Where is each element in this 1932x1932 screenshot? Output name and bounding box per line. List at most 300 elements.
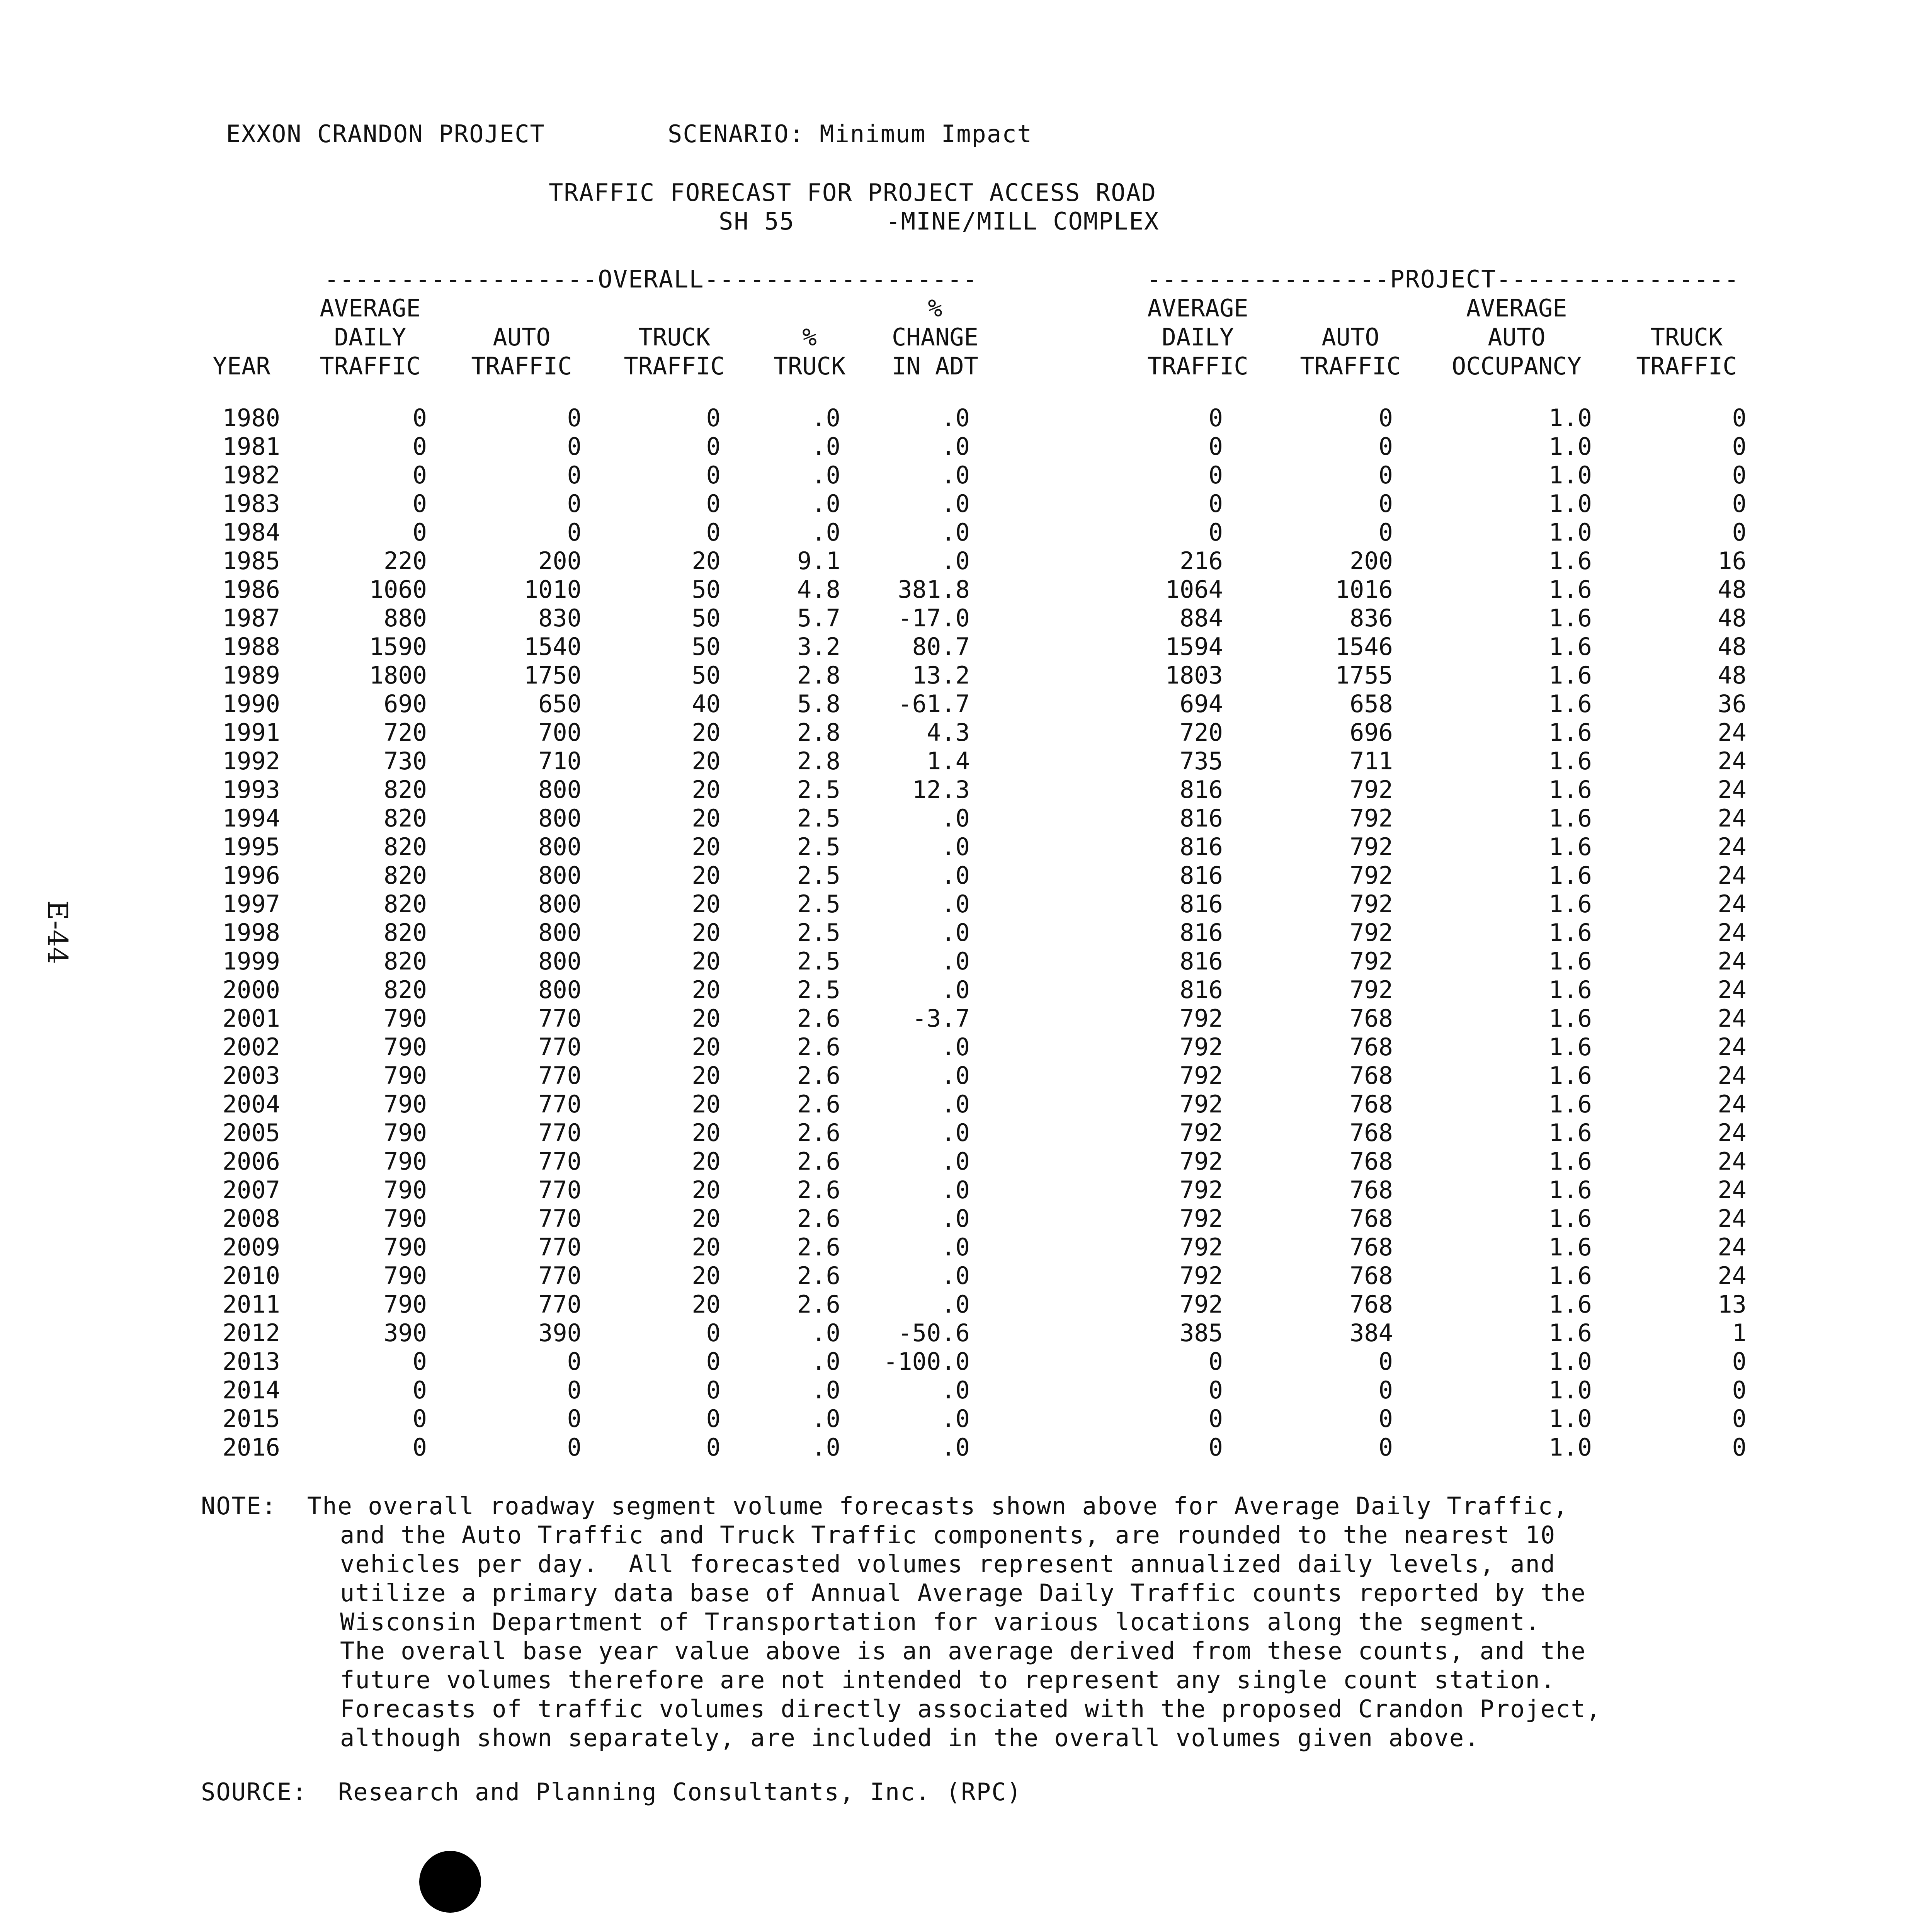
table-cell: 770: [538, 1004, 582, 1032]
table-cell: 0: [412, 1376, 427, 1404]
table-cell: .0: [811, 518, 840, 546]
table-cell: 0: [1378, 432, 1393, 461]
table-cell: 2.6: [797, 1033, 840, 1061]
table-cell: 820: [384, 833, 427, 861]
table-cell: 0: [412, 461, 427, 489]
table-cell: -3.7: [912, 1004, 970, 1032]
table-cell: 730: [384, 747, 427, 775]
table-cell: 390: [538, 1319, 582, 1347]
table-cell: 13: [1718, 1290, 1747, 1318]
table-cell: 0: [412, 432, 427, 461]
table-cell: 0: [1378, 1376, 1393, 1404]
table-cell: 2.6: [797, 1262, 840, 1290]
table-cell: 1.6: [1549, 1033, 1592, 1061]
row-year: 2003: [222, 1061, 280, 1090]
table-cell: 20: [692, 1033, 721, 1061]
table-cell: 1.4: [927, 747, 970, 775]
table-cell: -50.6: [898, 1319, 970, 1347]
table-cell: 13.2: [912, 661, 970, 689]
table-cell: 0: [567, 404, 582, 432]
table-cell: .0: [941, 404, 970, 432]
table-cell: 1064: [1165, 575, 1223, 604]
table-cell: 48: [1718, 575, 1747, 604]
table-cell: 2.6: [797, 1204, 840, 1233]
table-cell: 1.6: [1549, 1319, 1592, 1347]
table-cell: 792: [1180, 1262, 1223, 1290]
table-cell: 884: [1180, 604, 1223, 632]
table-cell: 1.6: [1549, 747, 1592, 775]
table-cell: 650: [538, 690, 582, 718]
table-cell: 792: [1350, 804, 1393, 832]
row-year: 1991: [222, 718, 280, 747]
table-cell: 792: [1180, 1147, 1223, 1175]
table-cell: .0: [941, 1262, 970, 1290]
table-cell: 790: [384, 1262, 427, 1290]
table-cell: 24: [1718, 1119, 1747, 1147]
table-cell: 1.0: [1549, 1433, 1592, 1461]
table-cell: 790: [384, 1004, 427, 1032]
table-cell: 1.6: [1549, 1061, 1592, 1090]
table-cell: 792: [1350, 776, 1393, 804]
table-cell: 1.0: [1549, 1347, 1592, 1376]
table-cell: 9.1: [797, 547, 840, 575]
table-cell: 1800: [369, 661, 427, 689]
column-header-1: AVERAGE DAILY TRAFFIC: [320, 294, 421, 380]
table-cell: 2.6: [797, 1147, 840, 1175]
table-cell: 20: [692, 547, 721, 575]
table-cell: .0: [811, 1319, 840, 1347]
table-cell: 1.6: [1549, 604, 1592, 632]
table-cell: 0: [412, 404, 427, 432]
table-cell: 770: [538, 1090, 582, 1118]
table-cell: 0: [1378, 404, 1393, 432]
table-cell: 0: [1378, 490, 1393, 518]
table-cell: 820: [384, 976, 427, 1004]
row-year: 1983: [222, 490, 280, 518]
table-cell: 768: [1350, 1204, 1393, 1233]
table-cell: .0: [941, 1033, 970, 1061]
table-cell: .0: [941, 918, 970, 947]
table-cell: 0: [1208, 404, 1223, 432]
table-cell: 1.0: [1549, 1376, 1592, 1404]
table-cell: 790: [384, 1061, 427, 1090]
note-line: vehicles per day. All forecasted volumes represent annualized daily levels, and: [340, 1550, 1556, 1578]
table-cell: 820: [384, 890, 427, 918]
note-line: Wisconsin Department of Transportation for various locations along the segment.: [340, 1608, 1541, 1636]
table-cell: 48: [1718, 604, 1747, 632]
table-cell: 24: [1718, 976, 1747, 1004]
table-cell: 820: [384, 804, 427, 832]
source-label: SOURCE:: [201, 1778, 308, 1806]
table-cell: 2.8: [797, 747, 840, 775]
table-cell: 1.0: [1549, 432, 1592, 461]
table-cell: 1016: [1335, 575, 1393, 604]
table-cell: 792: [1180, 1119, 1223, 1147]
table-cell: 792: [1350, 976, 1393, 1004]
table-cell: .0: [941, 490, 970, 518]
table-cell: 1.6: [1549, 833, 1592, 861]
table-cell: .0: [941, 947, 970, 975]
table-cell: 200: [1350, 547, 1393, 575]
table-cell: 768: [1350, 1147, 1393, 1175]
page-label: E-44: [42, 900, 73, 964]
table-cell: 0: [1378, 1347, 1393, 1376]
table-cell: 0: [1378, 1433, 1393, 1461]
row-year: 2006: [222, 1147, 280, 1175]
table-cell: 710: [538, 747, 582, 775]
table-cell: .0: [941, 461, 970, 489]
table-cell: 0: [1378, 1405, 1393, 1433]
table-cell: 790: [384, 1033, 427, 1061]
table-cell: .0: [811, 404, 840, 432]
row-year: 2014: [222, 1376, 280, 1404]
row-year: 2005: [222, 1119, 280, 1147]
table-cell: 800: [538, 947, 582, 975]
table-cell: 720: [1180, 718, 1223, 747]
table-cell: 2.5: [797, 918, 840, 947]
table-cell: 0: [1378, 461, 1393, 489]
table-cell: 2.6: [797, 1290, 840, 1318]
table-cell: 790: [384, 1119, 427, 1147]
project-name: EXXON CRANDON PROJECT: [226, 120, 545, 148]
row-year: 1990: [222, 690, 280, 718]
table-cell: 0: [1732, 1347, 1747, 1376]
table-cell: 0: [412, 490, 427, 518]
table-cell: 1.6: [1549, 718, 1592, 747]
table-cell: 768: [1350, 1290, 1393, 1318]
table-cell: 200: [538, 547, 582, 575]
table-cell: 1.0: [1549, 461, 1592, 489]
table-cell: .0: [941, 1405, 970, 1433]
table-cell: 0: [1208, 461, 1223, 489]
table-cell: 1.6: [1549, 690, 1592, 718]
row-year: 2004: [222, 1090, 280, 1118]
table-cell: .0: [941, 1061, 970, 1090]
table-cell: 1755: [1335, 661, 1393, 689]
row-year: 2015: [222, 1405, 280, 1433]
table-cell: 5.8: [797, 690, 840, 718]
table-cell: 800: [538, 833, 582, 861]
table-cell: 1540: [524, 633, 582, 661]
table-cell: 0: [567, 1376, 582, 1404]
table-cell: 5.7: [797, 604, 840, 632]
table-cell: 792: [1180, 1004, 1223, 1032]
row-year: 1999: [222, 947, 280, 975]
note-line: The overall base year value above is an average derived from these counts, and the: [340, 1637, 1586, 1665]
table-cell: 820: [384, 918, 427, 947]
table-cell: 24: [1718, 1033, 1747, 1061]
row-year: 1984: [222, 518, 280, 546]
table-cell: .0: [941, 861, 970, 889]
table-cell: 0: [706, 404, 721, 432]
row-year: 2010: [222, 1262, 280, 1290]
row-year: 1997: [222, 890, 280, 918]
table-cell: 0: [1732, 518, 1747, 546]
table-cell: 658: [1350, 690, 1393, 718]
table-cell: 792: [1180, 1233, 1223, 1261]
table-cell: 0: [567, 518, 582, 546]
table-cell: 0: [1732, 1376, 1747, 1404]
table-cell: 792: [1350, 833, 1393, 861]
table-cell: 0: [567, 1405, 582, 1433]
table-cell: 770: [538, 1233, 582, 1261]
table-cell: 24: [1718, 1004, 1747, 1032]
table-cell: 720: [384, 718, 427, 747]
row-year: 1992: [222, 747, 280, 775]
table-cell: 1.0: [1549, 518, 1592, 546]
table-cell: 792: [1180, 1033, 1223, 1061]
table-cell: 816: [1180, 804, 1223, 832]
table-cell: 800: [538, 976, 582, 1004]
table-cell: 24: [1718, 1061, 1747, 1090]
table-cell: 2.6: [797, 1004, 840, 1032]
column-header-5: % CHANGE IN ADT: [892, 294, 978, 380]
column-header-8: AVERAGE AUTO OCCUPANCY: [1452, 294, 1582, 380]
table-cell: 790: [384, 1090, 427, 1118]
table-cell: 790: [384, 1176, 427, 1204]
table-cell: .0: [941, 1176, 970, 1204]
row-year: 1986: [222, 575, 280, 604]
row-year: 1998: [222, 918, 280, 947]
table-cell: 20: [692, 1004, 721, 1032]
table-cell: 1.6: [1549, 1204, 1592, 1233]
table-cell: .0: [941, 1376, 970, 1404]
row-year: 2011: [222, 1290, 280, 1318]
table-cell: 790: [384, 1233, 427, 1261]
row-year: 1994: [222, 804, 280, 832]
table-cell: 20: [692, 890, 721, 918]
table-cell: 1.0: [1549, 404, 1592, 432]
table-cell: 690: [384, 690, 427, 718]
table-cell: 48: [1718, 661, 1747, 689]
table-cell: 792: [1350, 918, 1393, 947]
table-cell: 1.6: [1549, 633, 1592, 661]
row-year: 2007: [222, 1176, 280, 1204]
table-cell: 0: [1208, 490, 1223, 518]
table-cell: 800: [538, 918, 582, 947]
table-cell: 20: [692, 747, 721, 775]
table-cell: 24: [1718, 1147, 1747, 1175]
table-cell: 0: [412, 1433, 427, 1461]
row-year: 1989: [222, 661, 280, 689]
table-cell: 1.6: [1549, 976, 1592, 1004]
table-cell: 2.6: [797, 1176, 840, 1204]
table-cell: 20: [692, 1090, 721, 1118]
table-cell: 24: [1718, 1233, 1747, 1261]
table-cell: 1: [1732, 1319, 1747, 1347]
table-cell: 1.6: [1549, 1176, 1592, 1204]
table-cell: -100.0: [883, 1347, 970, 1376]
table-cell: 4.3: [927, 718, 970, 747]
table-cell: .0: [941, 1233, 970, 1261]
table-cell: 816: [1180, 890, 1223, 918]
group-header-project: ----------------PROJECT----------------: [1147, 265, 1740, 292]
table-cell: .0: [811, 1347, 840, 1376]
table-cell: 770: [538, 1204, 582, 1233]
note-line: Forecasts of traffic volumes directly associated with the proposed Crandon Project,: [340, 1695, 1602, 1723]
table-cell: 20: [692, 1061, 721, 1090]
table-cell: .0: [941, 1090, 970, 1118]
table-cell: 2.8: [797, 661, 840, 689]
table-cell: 24: [1718, 747, 1747, 775]
row-year: 2000: [222, 976, 280, 1004]
table-cell: 50: [692, 575, 721, 604]
table-cell: 24: [1718, 776, 1747, 804]
table-cell: 1.6: [1549, 1147, 1592, 1175]
table-cell: 4.8: [797, 575, 840, 604]
row-year: 1993: [222, 776, 280, 804]
table-cell: 1060: [369, 575, 427, 604]
table-cell: 0: [1732, 404, 1747, 432]
table-cell: 3.2: [797, 633, 840, 661]
table-cell: 1.6: [1549, 1090, 1592, 1118]
table-cell: 770: [538, 1262, 582, 1290]
table-cell: 24: [1718, 718, 1747, 747]
table-cell: 0: [1208, 1347, 1223, 1376]
row-year: 2013: [222, 1347, 280, 1376]
table-cell: 2.6: [797, 1061, 840, 1090]
table-cell: 50: [692, 604, 721, 632]
table-cell: 2.8: [797, 718, 840, 747]
table-cell: 0: [567, 432, 582, 461]
title-line-1: TRAFFIC FORECAST FOR PROJECT ACCESS ROAD: [549, 179, 1157, 207]
table-cell: 0: [1378, 518, 1393, 546]
row-year: 1985: [222, 547, 280, 575]
table-cell: 0: [706, 490, 721, 518]
table-cell: 0: [706, 1376, 721, 1404]
table-cell: .0: [941, 547, 970, 575]
table-cell: 1010: [524, 575, 582, 604]
title-line-2: SH 55 -MINE/MILL COMPLEX: [719, 207, 1160, 235]
row-year: 2002: [222, 1033, 280, 1061]
table-cell: 0: [1208, 1405, 1223, 1433]
table-cell: 770: [538, 1290, 582, 1318]
table-cell: 1.6: [1549, 547, 1592, 575]
table-cell: 2.5: [797, 861, 840, 889]
table-cell: 220: [384, 547, 427, 575]
table-cell: 40: [692, 690, 721, 718]
row-year: 2009: [222, 1233, 280, 1261]
table-cell: 1.6: [1549, 1004, 1592, 1032]
table-cell: 36: [1718, 690, 1747, 718]
table-cell: 24: [1718, 1090, 1747, 1118]
table-cell: .0: [941, 1147, 970, 1175]
table-cell: 24: [1718, 890, 1747, 918]
table-cell: 768: [1350, 1176, 1393, 1204]
table-cell: .0: [941, 432, 970, 461]
table-cell: 1594: [1165, 633, 1223, 661]
table-cell: 792: [1180, 1204, 1223, 1233]
table-cell: 20: [692, 947, 721, 975]
table-cell: 1546: [1335, 633, 1393, 661]
binder-hole-left: [419, 1851, 481, 1913]
table-cell: 770: [538, 1119, 582, 1147]
table-cell: 0: [706, 1319, 721, 1347]
table-cell: 735: [1180, 747, 1223, 775]
table-cell: 768: [1350, 1233, 1393, 1261]
table-cell: 1803: [1165, 661, 1223, 689]
table-cell: 24: [1718, 804, 1747, 832]
table-cell: .0: [811, 1376, 840, 1404]
table-cell: 0: [567, 461, 582, 489]
row-year: 1987: [222, 604, 280, 632]
row-year: 2008: [222, 1204, 280, 1233]
table-cell: 800: [538, 861, 582, 889]
table-cell: 24: [1718, 861, 1747, 889]
table-cell: 800: [538, 804, 582, 832]
table-cell: 20: [692, 918, 721, 947]
table-cell: 24: [1718, 1204, 1747, 1233]
table-cell: .0: [941, 804, 970, 832]
table-cell: 0: [1208, 518, 1223, 546]
table-cell: 770: [538, 1147, 582, 1175]
table-cell: 816: [1180, 861, 1223, 889]
table-cell: 0: [706, 1433, 721, 1461]
table-cell: 50: [692, 633, 721, 661]
table-cell: 768: [1350, 1004, 1393, 1032]
table-cell: 0: [706, 1405, 721, 1433]
table-cell: .0: [811, 432, 840, 461]
table-cell: 880: [384, 604, 427, 632]
column-header-7: AUTO TRAFFIC: [1300, 323, 1401, 380]
table-cell: 20: [692, 861, 721, 889]
table-cell: 0: [706, 518, 721, 546]
table-cell: 20: [692, 804, 721, 832]
table-cell: 768: [1350, 1033, 1393, 1061]
table-cell: 0: [567, 1433, 582, 1461]
table-cell: 1.6: [1549, 1233, 1592, 1261]
table-cell: 12.3: [912, 776, 970, 804]
row-year: 1996: [222, 861, 280, 889]
table-cell: .0: [941, 518, 970, 546]
table-cell: 1.6: [1549, 804, 1592, 832]
table-cell: 1.6: [1549, 1290, 1592, 1318]
table-cell: 1750: [524, 661, 582, 689]
row-year: 2012: [222, 1319, 280, 1347]
table-cell: 792: [1350, 861, 1393, 889]
table-cell: 1.6: [1549, 947, 1592, 975]
note-label: NOTE:: [201, 1492, 277, 1520]
table-cell: 700: [538, 718, 582, 747]
table-cell: .0: [811, 1433, 840, 1461]
table-cell: 770: [538, 1176, 582, 1204]
table-cell: 2.5: [797, 890, 840, 918]
table-cell: 816: [1180, 947, 1223, 975]
table-cell: 20: [692, 1233, 721, 1261]
table-cell: 20: [692, 718, 721, 747]
table-cell: 1.6: [1549, 918, 1592, 947]
table-cell: 24: [1718, 918, 1747, 947]
table-cell: .0: [811, 1405, 840, 1433]
table-cell: 711: [1350, 747, 1393, 775]
table-cell: 0: [706, 1347, 721, 1376]
table-cell: 80.7: [912, 633, 970, 661]
table-cell: 696: [1350, 718, 1393, 747]
row-year: 1980: [222, 404, 280, 432]
table-cell: .0: [811, 461, 840, 489]
table-cell: .0: [941, 833, 970, 861]
column-header-9: TRUCK TRAFFIC: [1636, 323, 1737, 380]
table-cell: 0: [1208, 1433, 1223, 1461]
table-cell: 792: [1180, 1090, 1223, 1118]
table-cell: 0: [1732, 461, 1747, 489]
table-cell: 381.8: [898, 575, 970, 604]
table-cell: 820: [384, 776, 427, 804]
table-cell: .0: [941, 1290, 970, 1318]
table-cell: 1.0: [1549, 490, 1592, 518]
note-line: although shown separately, are included in the overall volumes given above.: [340, 1724, 1480, 1752]
table-cell: 50: [692, 661, 721, 689]
